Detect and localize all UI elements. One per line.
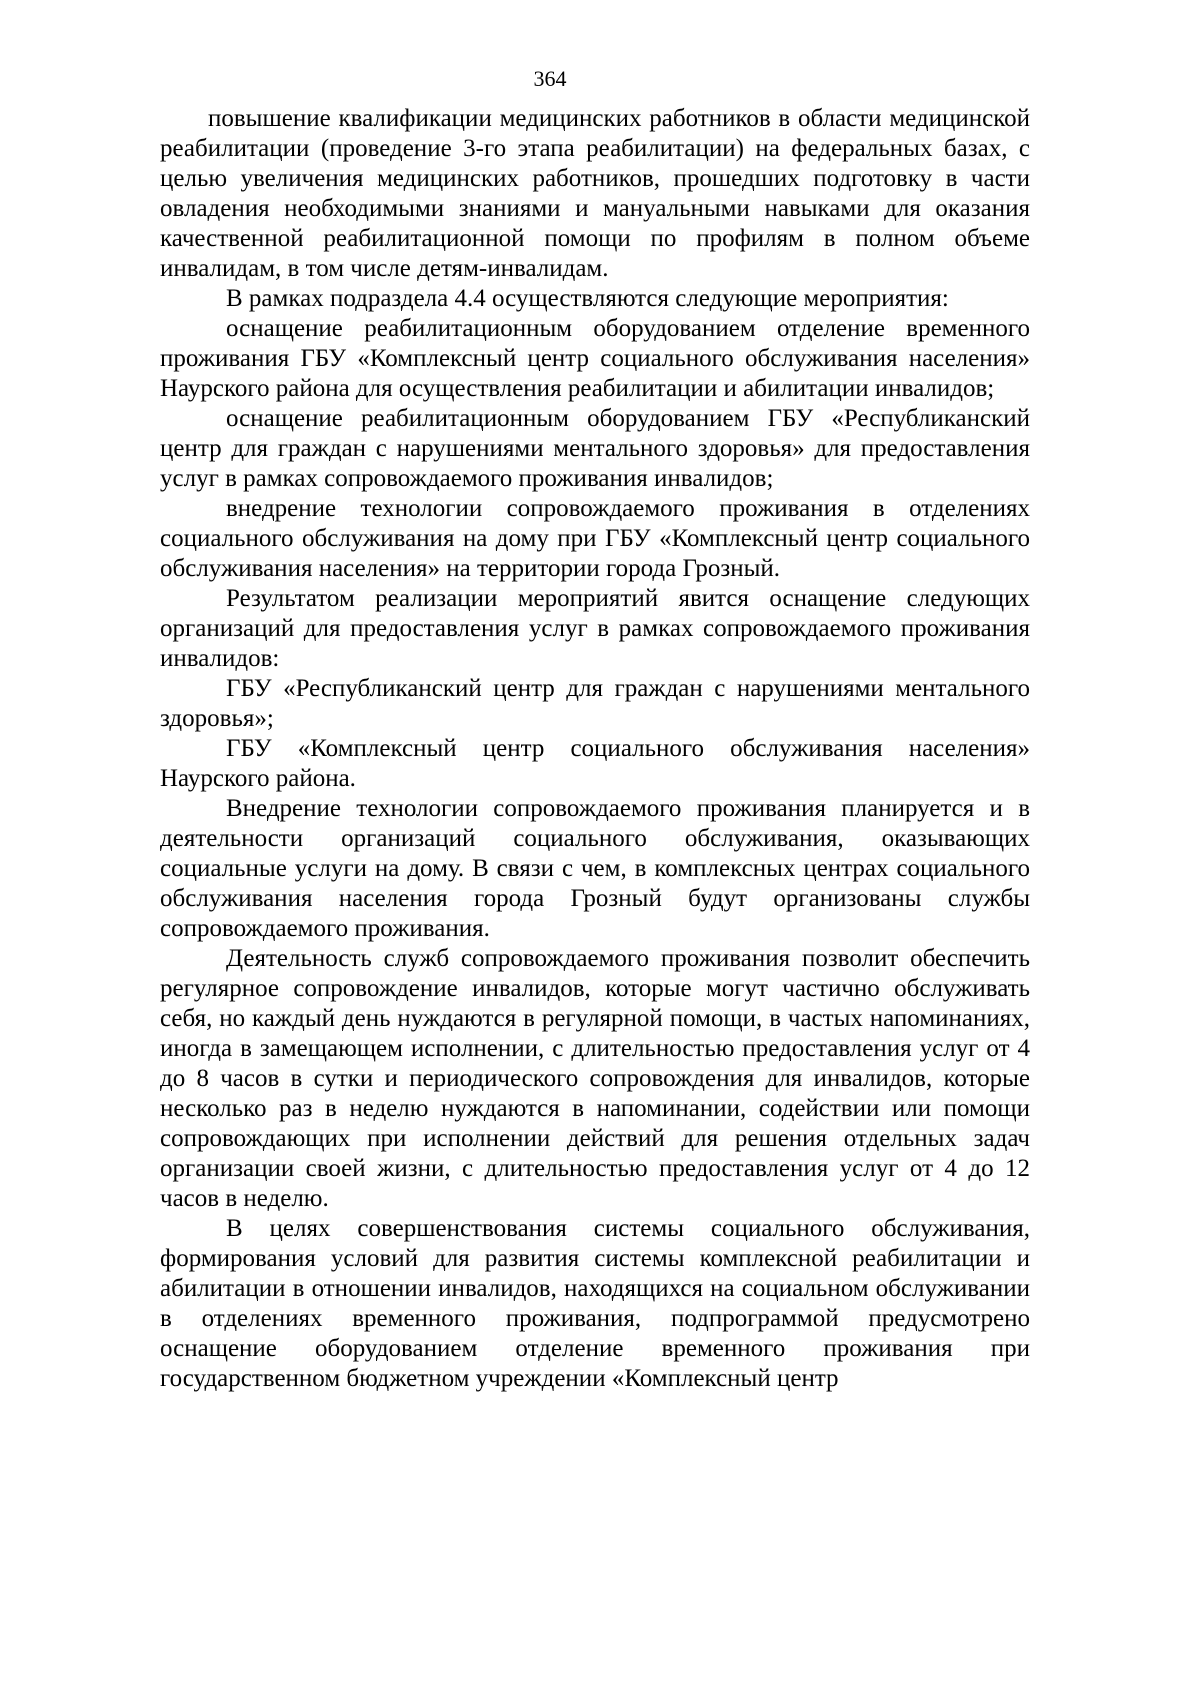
paragraph-qualification-improvement: повышение квалификации медицинских работников в области медицинской реабилитации (проведение 3-го этапа реабилитации) на федеральных базах, с целью увеличения медицинских работников, прошедших подготовку в части овладения необходимыми знаниями и мануальными навыками для оказания качественной реабилитационной помощи по профилям в полном объеме инвалидам, в том числе детям-инвалидам. [160,105,1030,282]
paragraph-home-services: Внедрение технологии сопровождаемого проживания планируется и в деятельности организаций социального обслуживания, оказывающих социальные услуги на дому. В связи с чем, в комплексных центрах социального обслуживания населения города Грозный будут организованы службы сопровождаемого проживания. [160,795,1030,942]
paragraph-subsection-intro: В рамках подраздела 4.4 осуществляются следующие мероприятия: [226,285,949,312]
paragraph-org-republican-center: ГБУ «Республиканский центр для граждан с нарушениями ментального здоровья»; [160,675,1030,732]
paragraph-republican-center-equipment: оснащение реабилитационным оборудованием ГБУ «Республиканский центр для граждан с нарушениями ментального здоровья» для предоставления услуг в рамках сопровождаемого проживания инвалидов; [160,405,1030,492]
paragraph-services-activity: Деятельность служб сопровождаемого проживания позволит обеспечить регулярное сопровождение инвалидов, которые могут частично обслуживать себя, но каждый день нуждаются в регулярной помощи, в частых напоминаниях, иногда в замещающем исполнении, с длительностью предоставления услуг от 4 до 8 часов в сутки и периодического сопровождения для инвалидов, которые несколько раз в неделю нуждаются в напоминании, содействии или помощи сопровождающих при исполнении действий для решения отдельных задач организации своей жизни, с длительностью предоставления услуг от 4 до 12 часов в неделю. [160,945,1030,1212]
paragraph-grozny-technology: внедрение технологии сопровождаемого проживания в отделениях социального обслуживания на дому при ГБУ «Комплексный центр социального обслуживания населения» на территории города Грозный. [160,495,1030,582]
body-text [160,104,1030,1394]
page-number: 364 [533,66,567,91]
paragraph-org-naursky-center: ГБУ «Комплексный центр социального обслуживания населения» Наурского района. [160,735,1030,792]
paragraph-results: Результатом реализации мероприятий явится оснащение следующих организаций для предоставления услуг в рамках сопровождаемого проживания инвалидов: [160,585,1030,672]
paragraph-naursky-equipment: оснащение реабилитационным оборудованием отделение временного проживания ГБУ «Комплексный центр социального обслуживания населения» Наурского района для осуществления реабилитации и абилитации инвалидов; [160,315,1030,402]
paragraph-improvement-goals: В целях совершенствования системы социального обслуживания, формирования условий для развития системы комплексной реабилитации и абилитации в отношении инвалидов, находящихся на социальном обслуживании в отделениях временного проживания, подпрограммой предусмотрено оснащение оборудованием отделение временного проживания при государственном бюджетном учреждении «Комплексный центр [160,1215,1030,1392]
